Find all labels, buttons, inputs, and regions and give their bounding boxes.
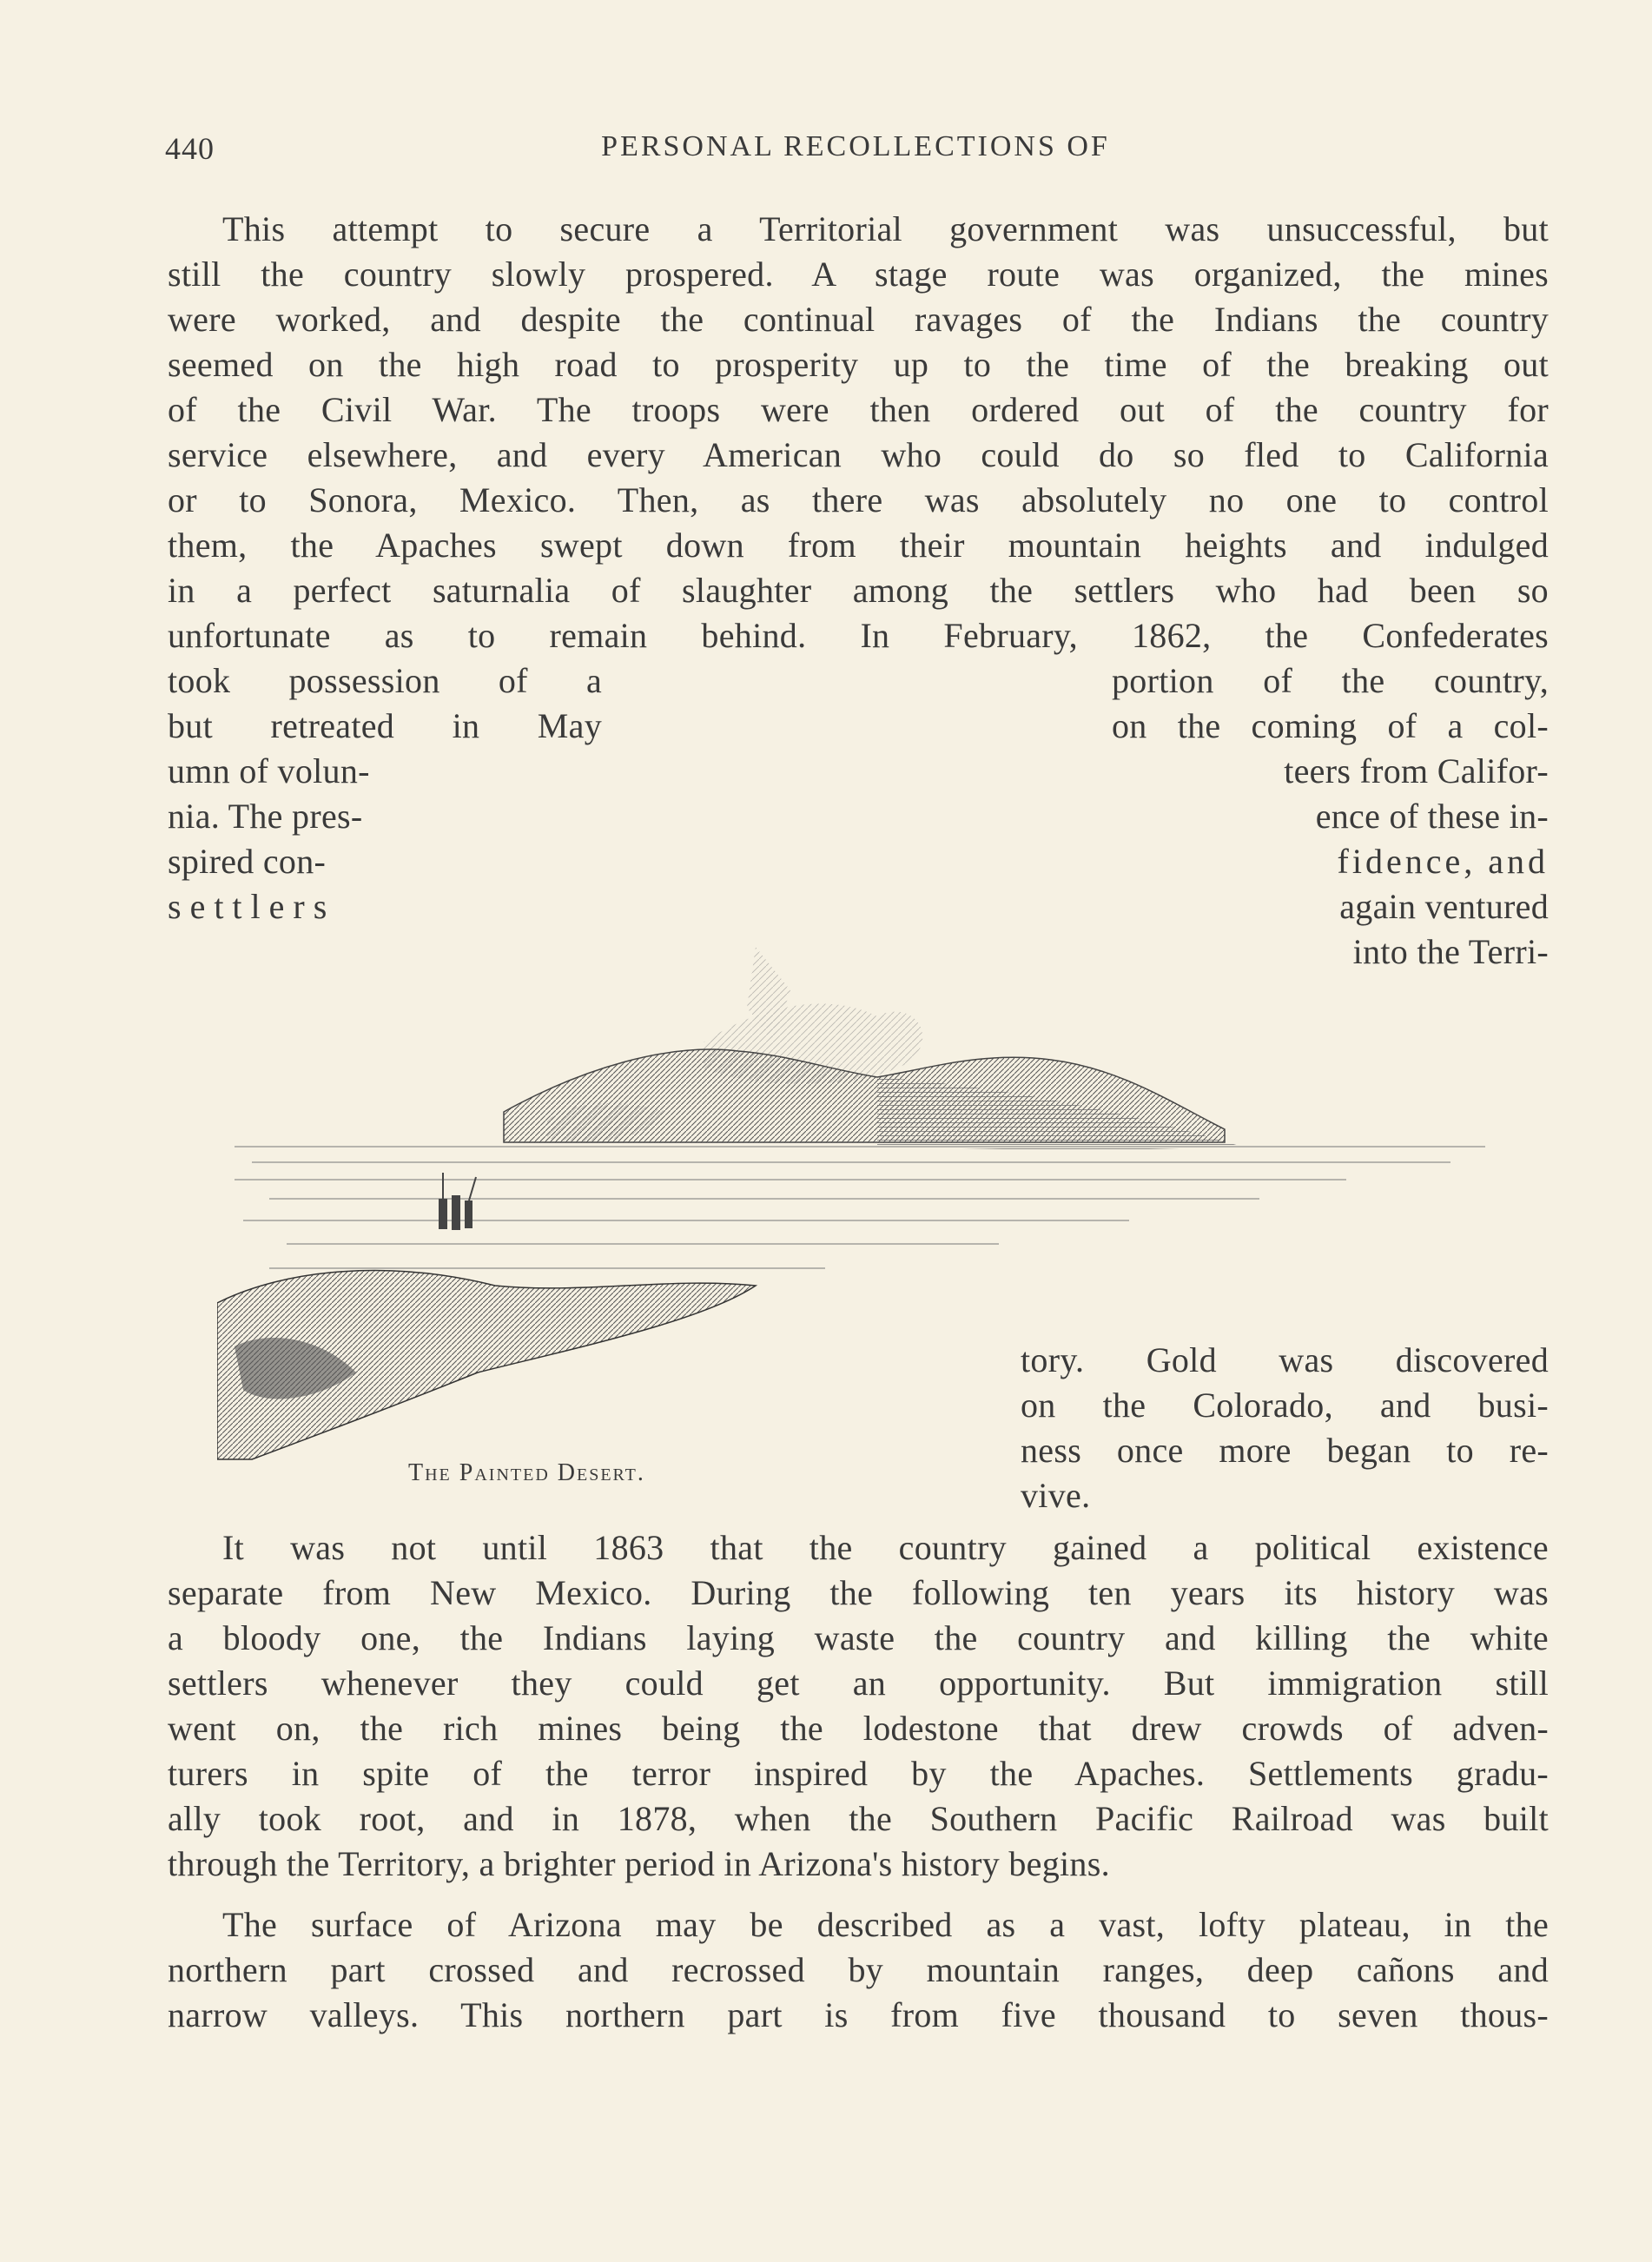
wrap-right-line: again ventured — [1339, 887, 1549, 926]
paragraph1-line: them, the Apaches swept down from their mountain heights and indulged — [168, 526, 1549, 565]
paragraph2-line: ally took root, and in 1878, when the Southern Pacific Railroad was built — [168, 1799, 1549, 1838]
wrap-left-line: spired con- — [168, 842, 327, 881]
wrap-left-line: nia. The pres- — [168, 797, 363, 836]
wrap-left-line: but retreated in May — [168, 706, 602, 745]
wrap-right-line: portion of the country, — [1112, 661, 1549, 700]
paragraph2-line: a bloody one, the Indians laying waste the country and killing the white — [168, 1618, 1549, 1657]
wrap-right-line: into the Terri- — [1352, 932, 1549, 971]
wrap-right-line: teers from Califor- — [1284, 751, 1549, 790]
paragraph3-line: The surface of Arizona may be described as a vast, lofty plateau, in the — [222, 1905, 1549, 1944]
paragraph1-line: seemed on the high road to prosperity up to the time of the breaking out — [168, 345, 1549, 384]
paragraph2-line: through the Territory, a brighter period in Arizona's history begins. — [168, 1844, 1110, 1883]
desert-plain — [235, 1147, 1485, 1268]
wrap-left-line: settlers — [168, 887, 336, 926]
wrap-right-line: on the coming of a col- — [1112, 706, 1549, 745]
paragraph2-line: settlers whenever they could get an opportunity. But immigration still — [168, 1663, 1549, 1703]
paragraph1-line: were worked, and despite the continual ravages of the Indians the country — [168, 300, 1549, 339]
paragraph2-line: went on, the rich mines being the lodestone that drew crowds of adven- — [168, 1709, 1549, 1748]
foreground-brush — [217, 1271, 756, 1459]
page-number: 440 — [165, 131, 215, 166]
running-head — [165, 130, 1546, 182]
paragraph1-line: unfortunate as to remain behind. In February, 1862, the Confederates — [168, 616, 1549, 655]
paragraph1-line: service elsewhere, and every American who could do so fled to California — [168, 435, 1549, 474]
riders-figures — [439, 1173, 476, 1230]
paragraph1-line: or to Sonora, Mexico. Then, as there was absolutely no one to control — [168, 480, 1549, 519]
running-title: PERSONAL RECOLLECTIONS OF — [601, 130, 1110, 162]
wrap-right-lower-line: on the Colorado, and busi- — [1021, 1386, 1549, 1425]
paragraph1-line: of the Civil War. The troops were then ordered out of the country for — [168, 390, 1549, 429]
wrap-right-lower-line: tory. Gold was discovered — [1021, 1340, 1549, 1379]
wrap-left-line: took possession of a — [168, 661, 602, 700]
wrap-right-lower-line: vive. — [1021, 1476, 1091, 1515]
paragraph2-line: turers in spite of the terror inspired by the Apaches. Settlements gradu- — [168, 1754, 1549, 1793]
paragraph3-line: narrow valleys. This northern part is from five thousand to seven thous- — [168, 1995, 1549, 2034]
paragraph1-line: This attempt to secure a Territorial government was unsuccessful, but — [222, 209, 1549, 248]
illustration-caption: The Painted Desert. — [408, 1459, 645, 1486]
wrap-right-line: fidence, and — [1337, 842, 1549, 881]
paragraph3-line: northern part crossed and recrossed by mountain ranges, deep cañons and — [168, 1950, 1549, 1989]
wrap-left-line: umn of volun- — [168, 751, 370, 790]
paragraph2-line: It was not until 1863 that the country gained a political existence — [222, 1528, 1549, 1567]
wrap-right-line: ence of these in- — [1315, 797, 1549, 836]
paragraph2-line: separate from New Mexico. During the following ten years its history was — [168, 1573, 1549, 1612]
paragraph1-line: in a perfect saturnalia of slaughter among the settlers who had been so — [168, 571, 1549, 610]
wrap-right-lower-line: ness once more began to re- — [1021, 1431, 1549, 1470]
paragraph1-line: still the country slowly prospered. A stage route was organized, the mines — [168, 255, 1549, 294]
